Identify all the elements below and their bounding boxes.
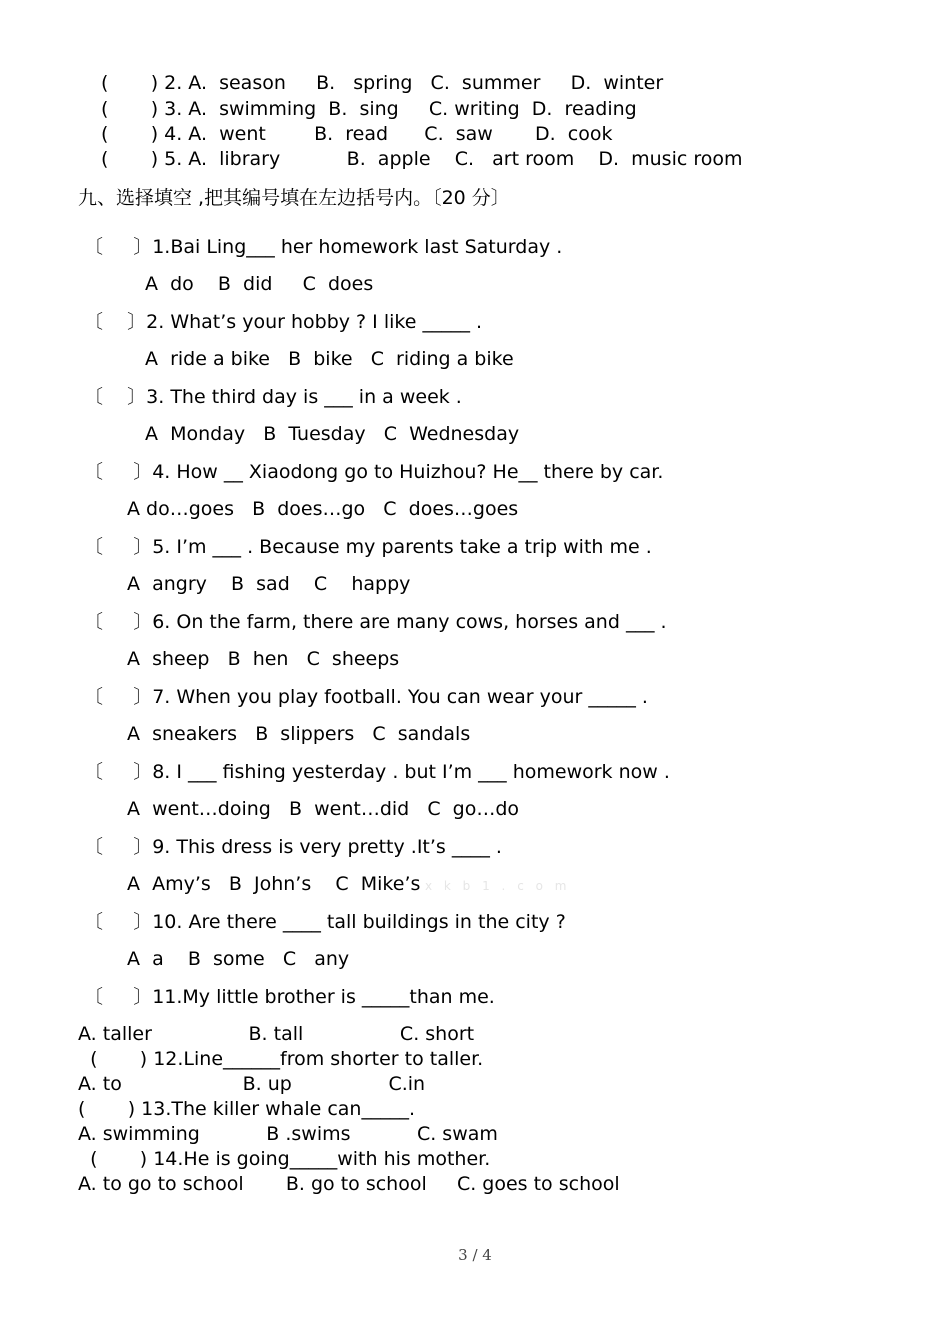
question-9-options: A Amy’s B John’s C Mike’s xyxy=(127,873,421,895)
question-8: 〔 〕8. I ___ fishing yesterday . but I’m ___ homework now . xyxy=(84,761,670,783)
question-5-options: A angry B sad C happy xyxy=(127,573,411,595)
question-14-options: A. to go to school B. go to school C. goes to school xyxy=(78,1173,620,1195)
question-7: 〔 〕7. When you play football. You can wear your _____ . xyxy=(84,686,648,708)
question-11: 〔 〕11.My little brother is _____than me. xyxy=(84,986,495,1008)
top-choice-item-2: ( ) 2. A. season B. spring C. summer D. winter xyxy=(101,72,664,94)
question-6: 〔 〕6. On the farm, there are many cows, horses and ___ . xyxy=(84,611,667,633)
page-number: 3 / 4 xyxy=(458,1246,492,1264)
question-4-options: A do…goes B does…go C does…goes xyxy=(127,498,519,520)
question-9: 〔 〕9. This dress is very pretty .It’s ____ . xyxy=(84,836,502,858)
question-7-options: A sneakers B slippers C sandals xyxy=(127,723,471,745)
question-1: 〔 〕1.Bai Ling___ her homework last Saturday . xyxy=(84,236,563,258)
question-14: ( ) 14.He is going_____with his mother. xyxy=(78,1148,491,1170)
top-choice-item-5: ( ) 5. A. library B. apple C. art room D. music room xyxy=(101,148,743,170)
question-11-options: A. taller B. tall C. short xyxy=(78,1023,475,1045)
question-12: ( ) 12.Line______from shorter to taller. xyxy=(78,1048,484,1070)
question-1-options: A do B did C does xyxy=(145,273,374,295)
question-13-options: A. swimming B .swims C. swam xyxy=(78,1123,498,1145)
question-2-options: A ride a bike B bike C riding a bike xyxy=(145,348,514,370)
question-5: 〔 〕5. I’m ___ . Because my parents take a trip with me . xyxy=(84,536,652,558)
question-3-options: A Monday B Tuesday C Wednesday xyxy=(145,423,520,445)
question-8-options: A went…doing B went…did C go…do xyxy=(127,798,520,820)
question-6-options: A sheep B hen C sheeps xyxy=(127,648,400,670)
question-10-options: A a B some C any xyxy=(127,948,350,970)
question-12-options: A. to B. up C.in xyxy=(78,1073,426,1095)
watermark: x k b 1 . c o m xyxy=(425,879,571,893)
top-choice-item-4: ( ) 4. A. went B. read C. saw D. cook xyxy=(101,123,613,145)
section-heading: 九、选择填空 ,把其编号填在左边括号内。〔20 分〕 xyxy=(78,187,510,209)
question-3: 〔 〕3. The third day is ___ in a week . xyxy=(84,386,462,408)
top-choice-item-3: ( ) 3. A. swimming B. sing C. writing D. reading xyxy=(101,98,637,120)
question-2: 〔 〕2. What’s your hobby ? I like _____ . xyxy=(84,311,483,333)
question-4: 〔 〕4. How __ Xiaodong go to Huizhou? He__ there by car. xyxy=(84,461,664,483)
question-10: 〔 〕10. Are there ____ tall buildings in the city ? xyxy=(84,911,566,933)
question-13: ( ) 13.The killer whale can_____. xyxy=(78,1098,416,1120)
